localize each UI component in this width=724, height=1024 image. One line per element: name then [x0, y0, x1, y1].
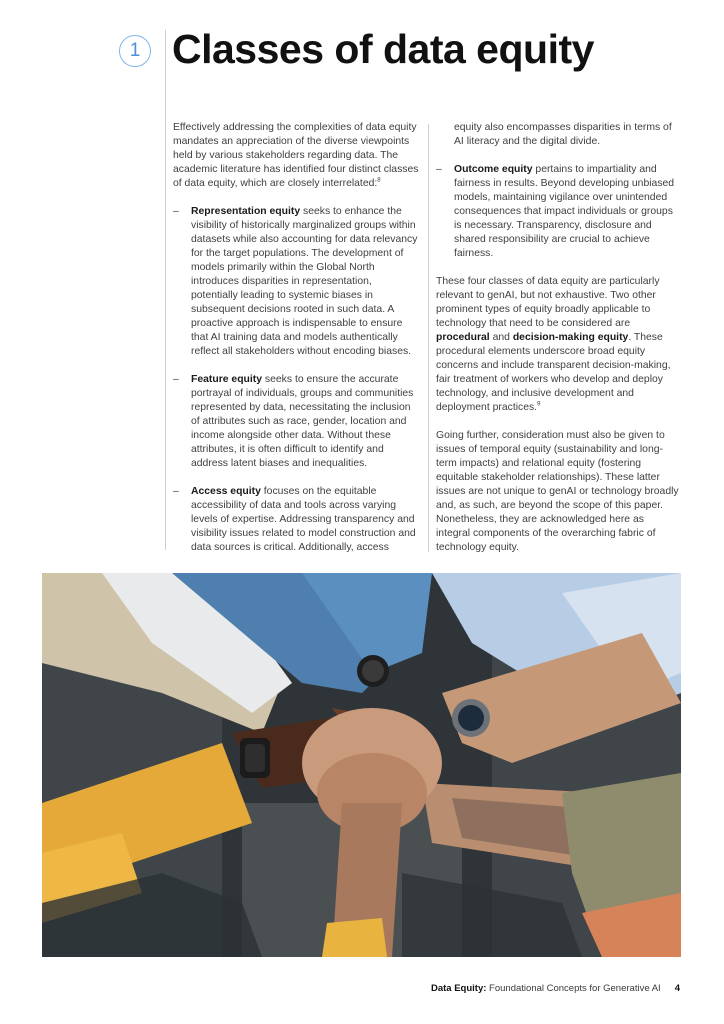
- term-procedural: procedural: [436, 332, 490, 343]
- report-title-rest: Foundational Concepts for Generative AI: [486, 983, 661, 994]
- term-feature-equity: Feature equity: [191, 374, 263, 385]
- chapter-number: 1: [129, 40, 141, 61]
- left-column: [173, 121, 421, 569]
- page-number: 4: [674, 983, 680, 994]
- continuation-text: equity also encompasses disparities in terms of AI literacy and the digital divide.: [454, 122, 672, 147]
- intro-paragraph: Effectively addressing the complexities of data equity mandates an appreciation of the diverse viewpoints held by various stakeholders regarding data. The academic literature has identified four distinct classes of data equity, which are closely interrelated:$^8$: [173, 122, 419, 189]
- list-item-feature-equity: – Feature equity seeks to ensure the accurate portrayal of individuals, groups and communities represented by data, necessitating the inclusion of attributes such as race, gender, location and income alongside other data. Without these attributes, it is often difficult to identify and address latent biases and inequalities.: [173, 374, 414, 469]
- term-access-equity: Access equity: [191, 486, 261, 497]
- report-title-bold: Data Equity:: [430, 983, 487, 994]
- paragraph-further-equity: Going further, consideration must also be given to issues of temporal equity (sustainability and long-term impacts) and relational equity (fostering equitable stakeholder relationships). These latter issues are not unique to genAI or technology broadly and, as such, are beyond the scope of this paper. Nonetheless, they are acknowledged here as integral components of the overarching fabric of technology equity.: [436, 430, 679, 553]
- term-decision-making-equity: decision-making equity: [512, 332, 629, 343]
- list-item-representation-equity: – Representation equity seeks to enhance the visibility of historically marginalized groups within datasets while also accounting for data relevancy for the target populations. The development of models primarily within the Global North introduces disparities in representation, potentially leading to systemic biases in subsequent decisions rooted in such data. A proactive approach is indispensable to ensure that AI training data and models authentically reflect all stakeholders without encoding biases.: [173, 206, 418, 357]
- title-vertical-rule: [165, 30, 166, 550]
- page-footer: [431, 983, 680, 994]
- term-representation-equity: Representation equity: [191, 206, 301, 217]
- paragraph-other-equity: These four classes of data equity are particularly relevant to genAI, but not exhaustive. Two other prominent types of equity broadly applicable to technology that need to be considered are procedural and decision-making equity. These procedural elements underscore broad equity concerns and include transparent decision-making, fair treatment of workers who develop and deploy technology, and inclusive development and deployment practices.$^9$: [436, 276, 671, 413]
- team-hands-photo: [42, 573, 681, 957]
- list-item-outcome-equity: – Outcome equity pertains to impartiality and fairness in results. Beyond developing unbiased models, maintaining vigilance over unintended consequences that impact individuals or groups is necessary. Transparency, disclosure and shared responsibility are crucial to achieve fairness.: [436, 164, 675, 259]
- footnote-ref: 8: [377, 177, 381, 184]
- photo-illustration: [42, 573, 681, 957]
- column-divider: [428, 124, 429, 552]
- term-outcome-equity: Outcome equity: [454, 164, 533, 175]
- right-column: [436, 121, 680, 569]
- chapter-number-badge: [119, 35, 151, 67]
- list-item-access-equity: – Access equity focuses on the equitable accessibility of data and tools across varying levels of expertise. Addressing transparency and visibility issues related to model construction and data sources is critical. Additionally, access: [173, 486, 416, 553]
- footnote-ref: 9: [537, 401, 541, 408]
- page-title: Classes of data equity: [172, 26, 594, 72]
